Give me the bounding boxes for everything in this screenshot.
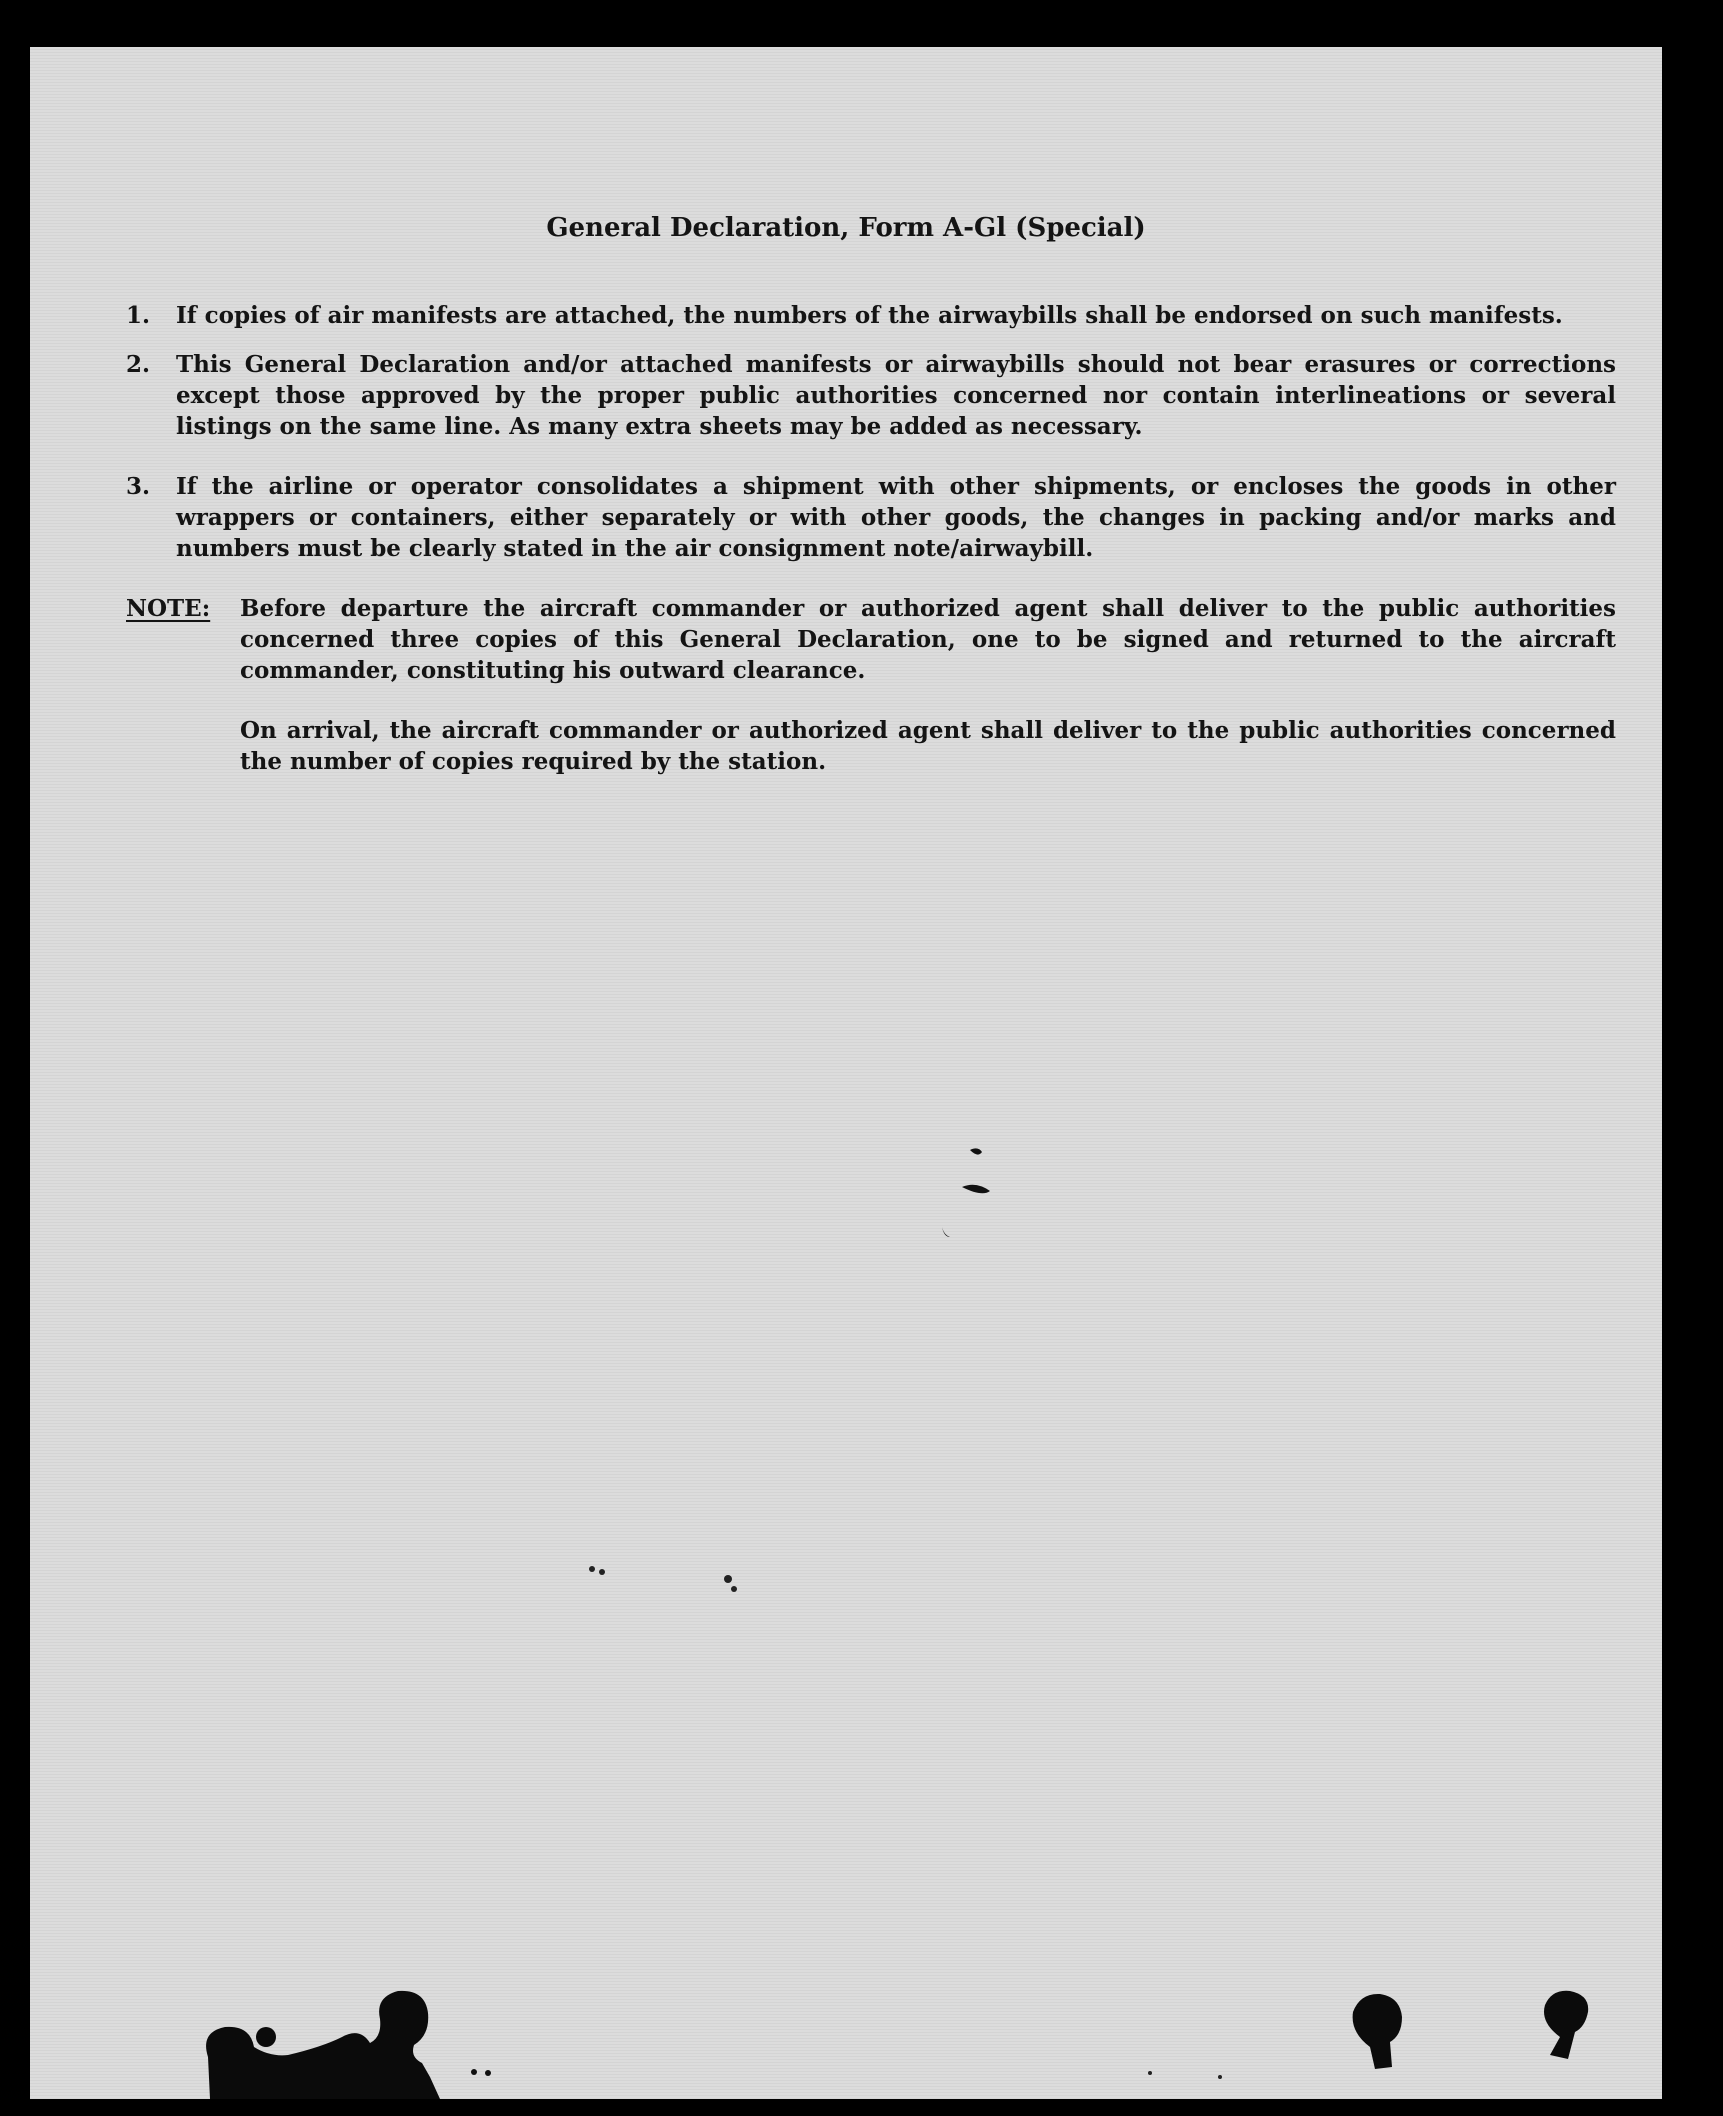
note-label: NOTE: [126,595,211,622]
item-text: This General Declaration and/or attached manifests or airwaybills should not bear erasures or corrections except those approved by the proper public authorities concerned nor contain interlineations or several listings on the same line. As many extra sheets may be added as necessary. [176,351,1616,440]
ink-speck [724,1575,732,1583]
ink-speck [962,1185,990,1194]
note-paragraph-1: Before departure the aircraft commander or authorized agent shall deliver to the public authorities concerned three copies of this General Declaration, one to be signed and returned to the aircraft commander, constituting his outward clearance. [240,595,1616,684]
ink-speck [731,1586,737,1592]
ink-speck [970,1148,982,1154]
item-text: If copies of air manifests are attached, the numbers of the airwaybills shall be endorsed on such manifests. [176,302,1563,329]
ink-stain [1353,1994,1402,2069]
document-title: General Declaration, Form A-Gl (Special) [546,213,1146,243]
ink-speck [1148,2071,1152,2075]
ink-speck [471,2069,477,2075]
item-number: 3. [126,473,151,500]
item-number: 1. [126,302,151,329]
ink-speck [485,2070,491,2076]
scan-artifacts [30,47,1662,2099]
ink-stain [1544,1991,1588,2059]
ink-speck [1218,2075,1222,2079]
ink-stain [256,2027,276,2047]
ink-speck [589,1566,595,1572]
ink-speck [599,1569,605,1575]
ink-stain [206,1991,440,2099]
note-paragraph-2: On arrival, the aircraft commander or authorized agent shall deliver to the public authorities concerned the number of copies required by the station. [240,717,1616,775]
item-text: If the airline or operator consolidates a shipment with other shipments, or encloses the goods in other wrappers or containers, either separately or with other goods, the changes in packing and/or marks and numbers must be clearly stated in the air consignment note/airwaybill. [176,473,1616,562]
item-number: 2. [126,351,151,378]
ink-speck [942,1227,950,1237]
document-page [30,47,1662,2099]
